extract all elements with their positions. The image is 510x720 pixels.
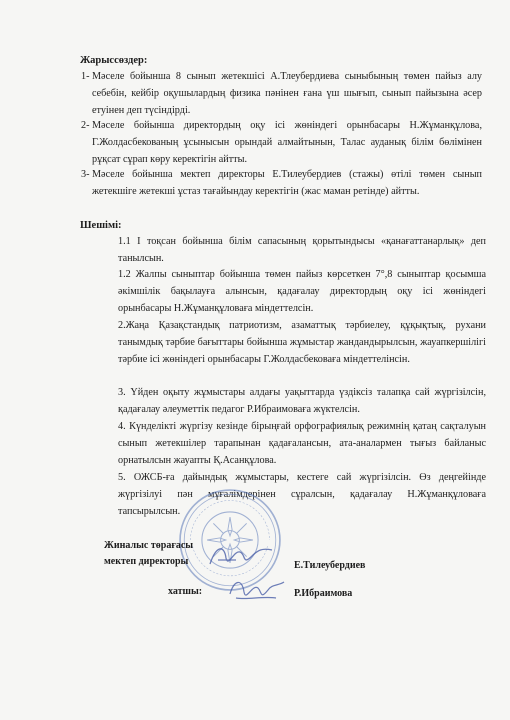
proposal-text: Мәселе бойынша мектеп директоры Е.Тилеубердиев (стажы) өтілі төмен сынып жетекшіге жетекші ұстаз тағайындау керектігін (жас маман ретінде) айтты. [92,169,482,197]
decision-heading: Шешімі: [80,220,122,231]
chair-signature-icon [206,538,276,574]
proposal-number: 1- [81,71,90,82]
director-label: мектеп директоры [104,556,189,567]
proposal-item [81,167,482,201]
decision-item: 3. Үйден оқыту жұмыстары алдағы уақыттарда үздіксіз талапқа сай жүргізілсін, қадағалау әлеуметтік педагог Р.Ибраимоваға жүктелсін. [118,387,486,415]
secretary-name: Р.Ибраимова [294,588,353,599]
proposal-text: Мәселе бойынша директордың оқу ісі жөніндегі орынбасары Н.Жұманқұлова, Г.Жолдасбекованың ұсынысын орындай алмайтынын, Талас ауданық білім бөлімінен рұқсат сұрап көру керектігін айтты. [92,120,482,165]
proposal-number: 2- [81,120,90,131]
proposal-item [81,69,482,119]
secretary-label: хатшы: [168,586,203,597]
chair-label: Жиналыс төрағасы [104,540,194,551]
decision-item: 1.1 I тоқсан бойынша білім сапасының қорытындысы «қанағаттанарлық» деп танылсын. [118,236,486,264]
proposal-number: 3- [81,169,90,180]
proposals-heading: Жарыссөздер: [80,55,148,66]
decision-item: 4. Күнделікті жүргізу кезінде бірыңғай орфографиялық режимнің қатаң сақталуын сынып жетекшілер тарапынан қадағалансын, ата-аналармен тығыз байланыс орнатылсын жауапты Қ.Асанқұлова. [118,421,486,466]
secretary-signature-icon [226,574,288,606]
proposal-text: Мәселе бойынша 8 сынып жетекшісі А.Тлеубердиева сыныбының төмен пайыз алу себебін, кейбір оқушылардың физика пәнінен ғана үш шығып, сынып пайызына әсер етуінен деп түсіндірді. [92,71,482,116]
decision-item: 5. ОЖСБ-ға дайындық жұмыстары, кестеге сай жүргізілсін. Өз деңгейінде жүргізілуі пән мұғалімдерінен сұралсын, қадағалау Н.Жұманқұловаға тапсырылсын. [118,472,486,517]
chair-name: Е.Тилеубердиев [294,560,366,571]
proposal-item [81,118,482,168]
decision-item: 1.2 Жалпы сыныптар бойынша төмен пайыз көрсеткен 7°,8 сыныптар қосымша әкімшілік бақылауға алынсын, қадағалау директордың оқу ісі жөніндегі орынбасары Н.Жұманқұловаға міндеттелсін. [118,269,486,314]
decision-item: 2.Жаңа Қазақстандық патриотизм, азаматтық тәрбиелеу, құқықтық, рухани танымдық тәрбие бағыттары бойынша жұмыстар жандандырылсын, жауапкершілігі тәрбие ісі жөніндегі орынбасары Г.Жолдасбековаға міндеттелінсін. [118,320,486,365]
